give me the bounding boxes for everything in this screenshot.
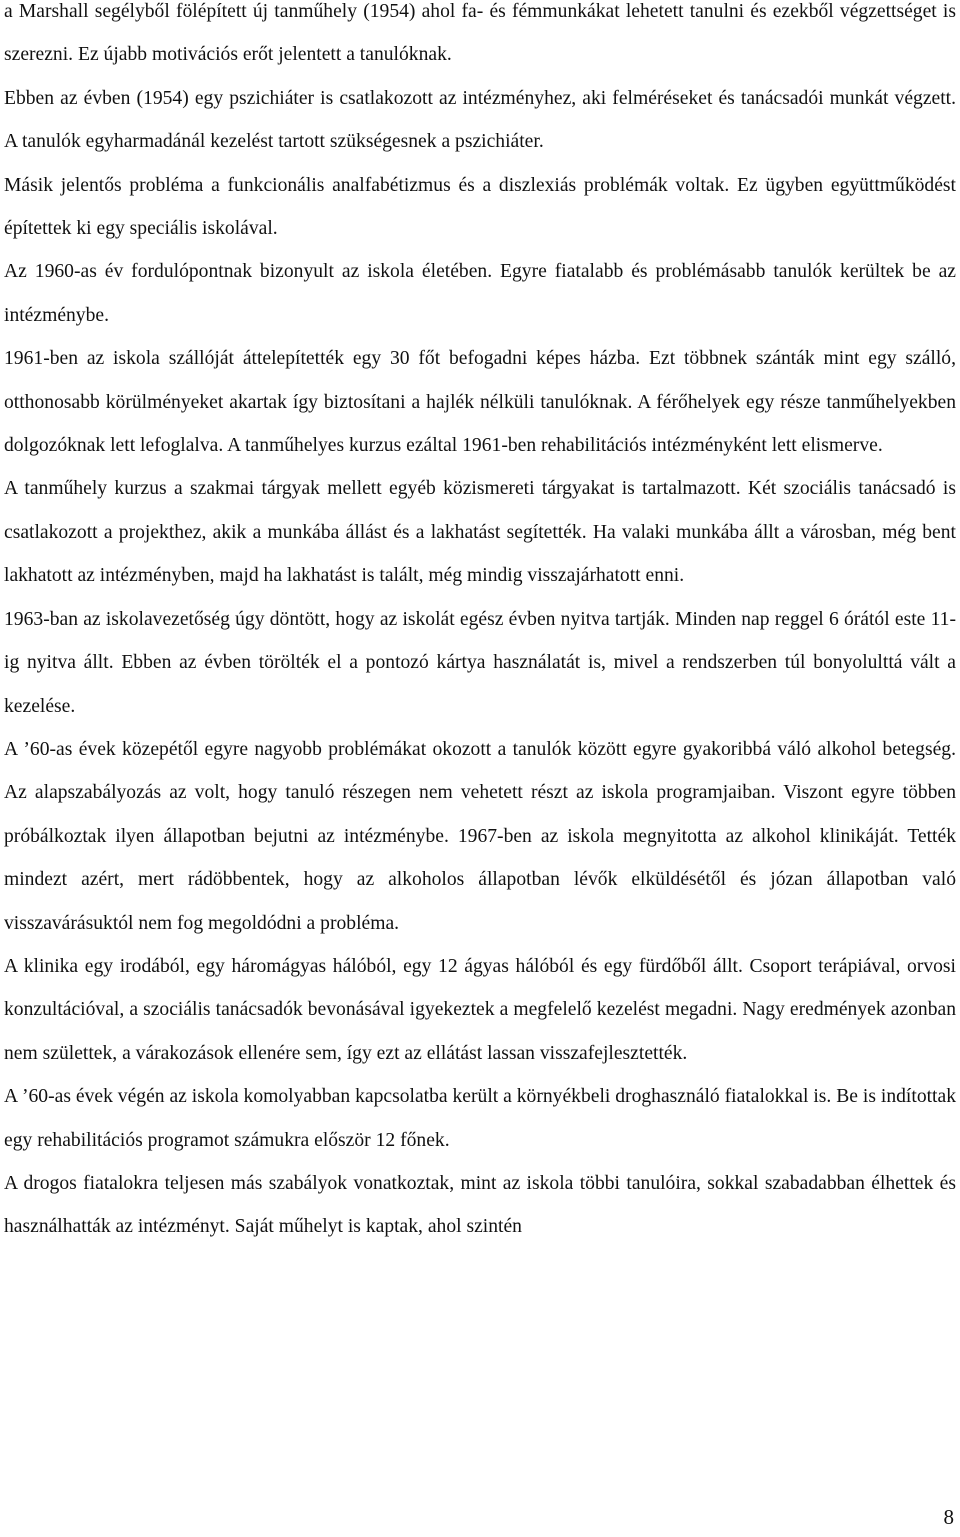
- paragraph-psychiatrist: Ebben az évben (1954) egy pszichiáter is csatlakozott az intézményhez, aki felméréseket és tanácsadói munkát végzett. A tanulók egyharmadánál kezelést tartott szükségesnek a pszichiáter.: [4, 87, 956, 153]
- paragraph-marshall-workshop: a Marshall segélyből fölépített új tanműhely (1954) ahol fa- és fémmunkákat lehetett tanulni és ezekből végzettséget is szerezni. Ez újabb motivációs erőt jelentett a tanulóknak.: [4, 1, 956, 66]
- paragraph-1960-turning-point: Az 1960-as év fordulópontnak bizonyult az iskola életében. Egyre fiatalabb és problémásabb tanulók kerültek be az intézménybe.: [4, 261, 956, 326]
- paragraph-workshop-course: A tanműhely kurzus a szakmai tárgyak mellett egyéb közismereti tárgyakat is tartalmazott. Két szociális tanácsadó is csatlakozott a projekthez, akik a munkába állást és a lakhatást segítették. Ha valaki munkába állt a városban, még bent lakhatott az intézményben, majd ha lakhatást is talált, még mindig visszajárhatott enni.: [4, 478, 956, 587]
- paragraph-1963-opening: 1963-ban az iskolavezetőség úgy döntött, hogy az iskolát egész évben nyitva tartják. Minden nap reggel 6 órától este 11-ig nyitva állt. Ebben az évben törölték el a pontozó kártya használatát is, mivel a rendszerben túl bonyolulttá vált a kezelése.: [4, 608, 956, 717]
- paragraph-alcohol-problem: A ’60-as évek közepétől egyre nagyobb problémákat okozott a tanulók között egyre gyakoribbá váló alkohol betegség. Az alapszabályozás az volt, hogy tanuló részegen nem vehetett részt az iskola programjaiban. Viszont egyre többen próbálkoztak ilyen állapotban bejutni az intézménybe. 1967-ben az iskola megnyitotta az alkohol klinikáját. Tették mindezt azért, mert rádöbbentek, hogy az alkoholos állapotban lévők elküldésétől és józan állapotban való visszavárásuktól nem fog megoldódni a probléma.: [4, 738, 956, 934]
- paragraph-illiteracy: Másik jelentős probléma a funkcionális analfabétizmus és a diszlexiás problémák voltak. Ez ügyben együttműködést építettek ki egy speciális iskolával.: [4, 174, 956, 240]
- paragraph-drug-rules: A drogos fiatalokra teljesen más szabályok vonatkoztak, mint az iskola többi tanulóira, sokkal szabadabban élhettek és használhatták az intézményt. Saját műhelyt is kaptak, ahol szintén: [4, 1172, 956, 1238]
- paragraph-1961-hostel: 1961-ben az iskola szállóját áttelepítették egy 30 főt befogadni képes házba. Ezt többnek szánták mint egy szálló, otthonosabb körülményeket akartak így biztosítani a hajlék nélküli tanulóknak. A férőhelyek egy része tanműhelyekben dolgozóknak lett lefoglalva. A tanműhelyes kurzus ezáltal 1961-ben rehabilitációs intézményként lett elismerve.: [4, 348, 956, 457]
- paragraph-clinic: A klinika egy irodából, egy háromágyas hálóból, egy 12 ágyas hálóból és egy fürdőből állt. Csoport terápiával, orvosi konzultációval, a szociális tanácsadók bevonásával igyekeztek a megfelelő kezelést megadni. Nagy eredmények azonban nem születtek, a várakozások ellenére sem, így ezt az ellátást lassan visszafejlesztették.: [4, 955, 956, 1064]
- paragraph-drug-users: A ’60-as évek végén az iskola komolyabban kapcsolatba került a környékbeli droghasználó fiatalokkal is. Be is indítottak egy rehabilitációs programot számukra először 12 főnek.: [4, 1086, 956, 1151]
- page-number: 8: [943, 1505, 954, 1529]
- document-body: [4, 0, 956, 1249]
